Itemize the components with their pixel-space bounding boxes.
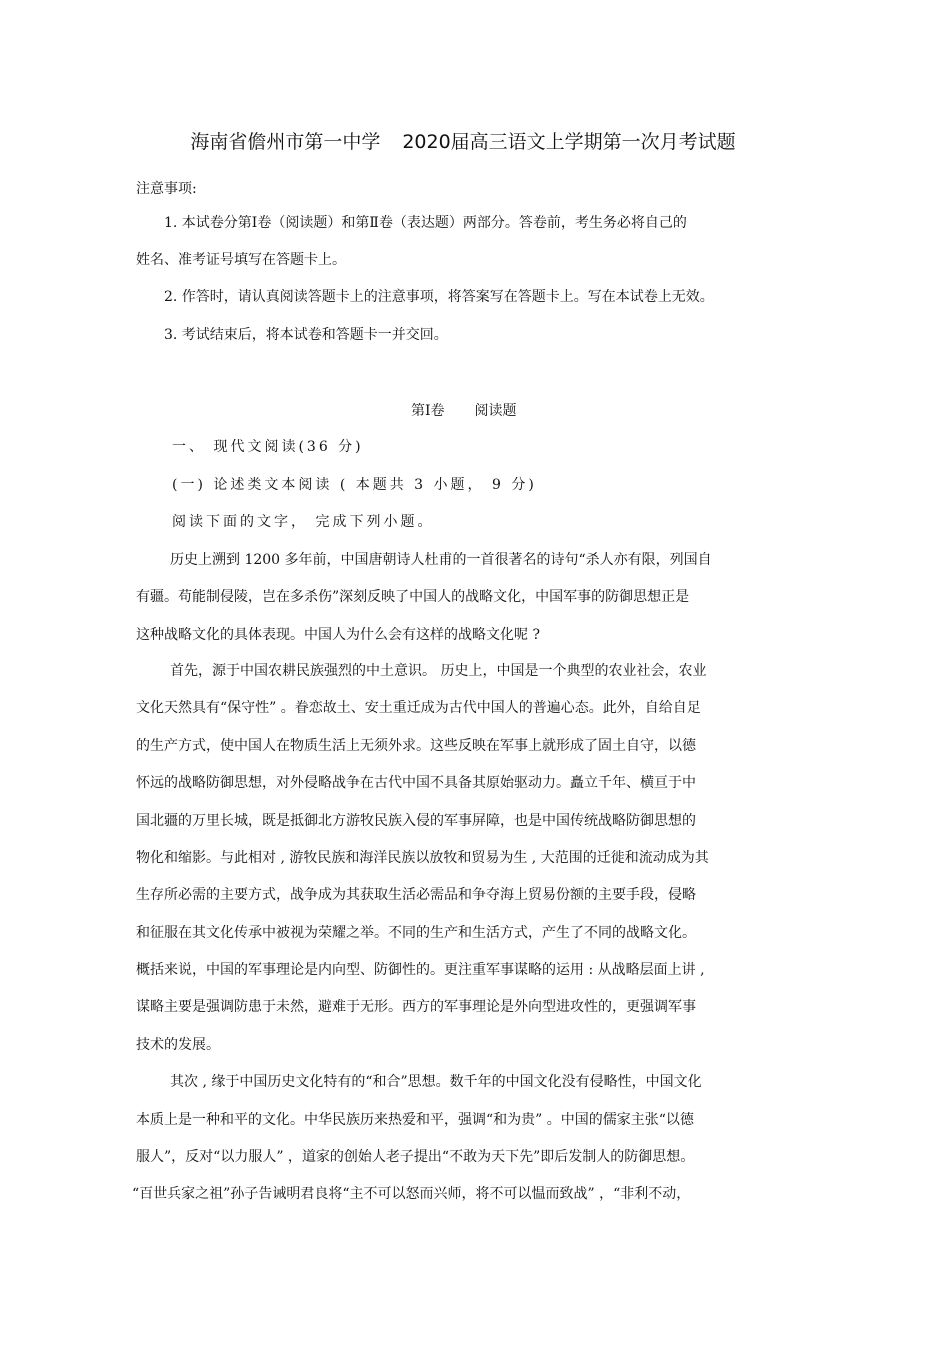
passage-line: 文化天然具有“保守性” 。眷恋故土、安土重迁成为古代中国人的普遍心态。此外，自给自足 [136, 700, 701, 716]
passage-line: 本质上是一种和平的文化。中华民族历来热爱和平，强调“和为贵” 。中国的儒家主张“以德 [136, 1112, 694, 1128]
section-heading [411, 402, 517, 420]
notice-item-2: 2. 作答时，请认真阅读答题卡上的注意事项，将答案写在答题卡上。写在本试卷上无效。 [164, 289, 714, 305]
passage-line: 历史上溯到 1200 多年前，中国唐朝诗人杜甫的一首很著名的诗句“杀人亦有限，列国自 [170, 552, 712, 568]
notice-item-1-line-1: 1. 本试卷分第Ⅰ卷（阅读题）和第Ⅱ卷（表达题）两部分。答卷前，考生务必将自己的 [164, 215, 687, 231]
part-heading: 一、 现代文阅读(36 分) [172, 439, 364, 455]
section-name: 阅读题 [474, 403, 517, 419]
notice-item-1-line-2: 姓名、准考证号填写在答题卡上。 [136, 252, 346, 268]
notice-heading: 注意事项: [136, 181, 197, 197]
passage-line: 谋略主要是强调防患于未然，避难于无形。西方的军事理论是外向型进攻性的，更强调军事 [136, 999, 696, 1015]
passage-line: 有疆。苟能制侵陵，岂在多杀伤”深刻反映了中国人的战略文化，中国军事的防御思想正是 [136, 589, 690, 605]
page-title [0, 130, 926, 154]
passage-line: 这种战略文化的具体表现。中国人为什么会有这样的战略文化呢 ? [136, 627, 540, 643]
exam-name: 2020届高三语文上学期第一次月考试题 [402, 131, 736, 153]
passage-line: 服人”，反对“以力服人” ，道家的创始人老子提出“不敢为天下先”即后发制人的防御思想。 [136, 1149, 695, 1165]
passage-line: 和征服在其文化传承中被视为荣耀之举。不同的生产和生活方式，产生了不同的战略文化。 [136, 925, 696, 941]
passage-line: 物化和缩影。与此相对 , 游牧民族和海洋民族以放牧和贸易为生 , 大范围的迁徙和流动成为其 [136, 850, 709, 866]
passage-line: 怀远的战略防御思想，对外侵略战争在古代中国不具备其原始驱动力。矗立千年、横亘于中 [136, 775, 696, 791]
section-volume: 第Ⅰ卷 [411, 403, 445, 419]
notice-item-3: 3. 考试结束后，将本试卷和答题卡一并交回。 [164, 327, 448, 343]
passage-line: 概括来说，中国的军事理论是内向型、防御性的。更注重军事谋略的运用 : 从战略层面上讲 , [136, 962, 705, 978]
passage-line: 生存所必需的主要方式，战争成为其获取生活必需品和争夺海上贸易份额的主要手段，侵略 [136, 887, 696, 903]
passage-line: 国北疆的万里长城，既是抵御北方游牧民族入侵的军事屏障，也是中国传统战略防御思想的 [136, 813, 696, 829]
passage-line: 的生产方式，使中国人在物质生活上无须外求。这些反映在军事上就形成了固土自守，以德 [136, 738, 696, 754]
passage-line: 首先，源于中国农耕民族强烈的中土意识。 历史上，中国是一个典型的农业社会，农业 [170, 663, 707, 679]
passage-line: 其次 , 缘于中国历史文化特有的“和合”思想。数千年的中国文化没有侵略性，中国文化 [170, 1074, 702, 1090]
passage-line: 技术的发展。 [136, 1037, 220, 1053]
passage-line: “百世兵家之祖”孙子告诫明君良将“主不可以怒而兴师，将不可以愠而致战” ，“非利不动， [132, 1186, 691, 1202]
school-name: 海南省儋州市第一中学 [190, 131, 381, 153]
part-subheading: (一) 论述类文本阅读 ( 本题共 3 小题， 9 分) [172, 477, 537, 493]
reading-instruction: 阅读下面的文字， 完成下列小题。 [172, 514, 435, 530]
